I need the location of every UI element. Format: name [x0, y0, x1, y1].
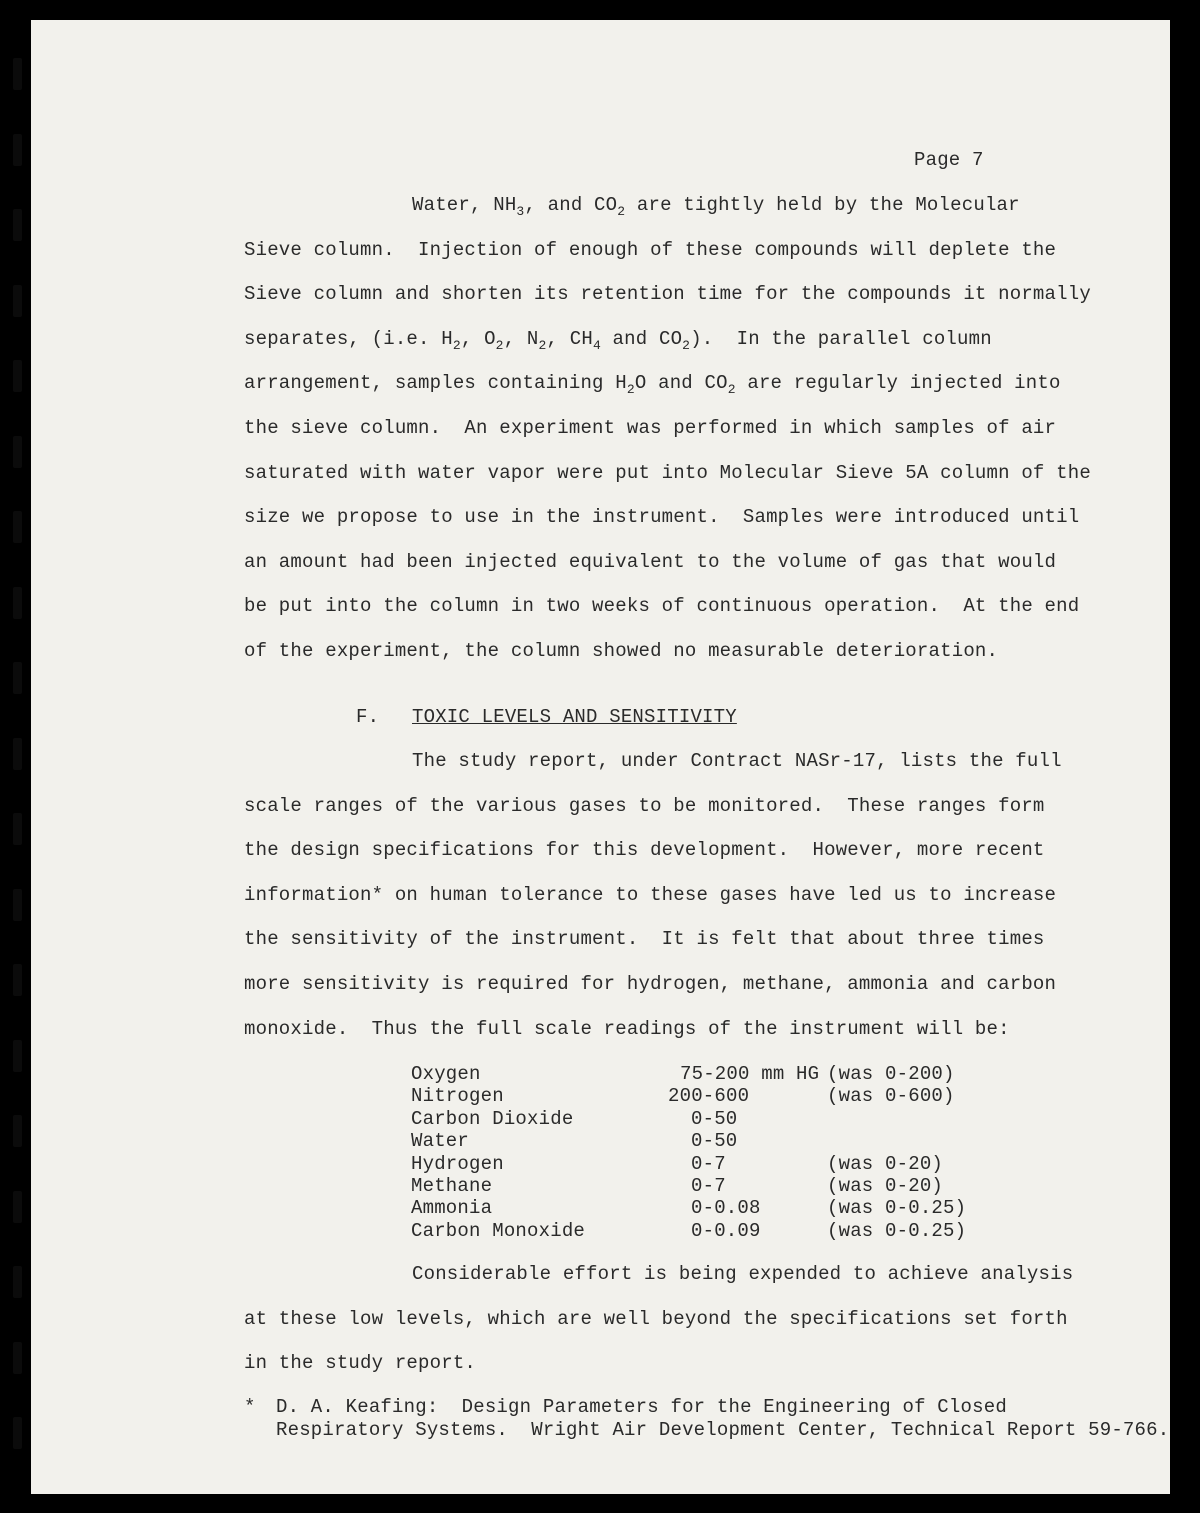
paragraph-line: Considerable effort is being expended to achieve analysis [412, 1263, 1074, 1285]
binding-hole [13, 813, 22, 845]
footnote-marker: * [244, 1396, 256, 1418]
paragraph-line: the sensitivity of the instrument. It is felt that about three times [244, 928, 1045, 951]
reading-gas: Water [411, 1130, 470, 1153]
paragraph-line: more sensitivity is required for hydrogen, methane, ammonia and carbon [244, 973, 1057, 995]
reading-previous: (was 0-20) [827, 1152, 944, 1175]
reading-range: 75-200 mm HG [680, 1063, 820, 1085]
paragraph-line: The study report, under Contract NASr-17, lists the full [412, 750, 1062, 772]
reading-gas: Methane [411, 1175, 493, 1197]
binding-hole [13, 1115, 22, 1147]
binding-hole [13, 1191, 22, 1223]
reading-gas: Hydrogen [411, 1152, 504, 1175]
reading-range: 0-0.08 [691, 1197, 761, 1220]
paragraph-line: arrangement, samples containing $H_2O$ and $CO_2$ are regularly injected into [244, 372, 1061, 398]
paragraph-line: the design specifications for this development. However, more recent [244, 839, 1045, 862]
binding-hole [13, 1266, 22, 1298]
reading-previous: (was 0-600) [827, 1085, 955, 1108]
binding-hole [13, 1342, 22, 1374]
paragraph-line: in the study report. [244, 1352, 477, 1375]
reading-previous: (was 0-20) [827, 1175, 944, 1197]
binding-hole [13, 662, 22, 694]
binding-hole [13, 587, 22, 619]
reading-gas: Ammonia [411, 1197, 493, 1220]
footnote-line: D. A. Keafing: Design Parameters for the Engineering of Closed [276, 1396, 1007, 1418]
binding-hole [13, 58, 22, 90]
binding-hole [13, 964, 22, 996]
paragraph-line: the sieve column. An experiment was performed in which samples of air [244, 417, 1057, 439]
paragraph-line: an amount had been injected equivalent to the volume of gas that would [244, 550, 1057, 573]
binding-hole [13, 889, 22, 921]
reading-gas: Carbon Dioxide [411, 1107, 574, 1130]
binding-hole [13, 134, 22, 166]
reading-gas: Oxygen [411, 1063, 481, 1085]
paragraph-line: be put into the column in two weeks of continuous operation. At the end [244, 595, 1080, 618]
paragraph-line: saturated with water vapor were put into Molecular Sieve 5A column of the [244, 461, 1091, 484]
reading-previous: (was 0-200) [827, 1063, 955, 1085]
paragraph-line: Water, $NH_3$, and $CO_2$ are tightly held by the Molecular [412, 194, 1020, 219]
reading-range: 0-0.09 [691, 1219, 761, 1242]
reading-range: 200-600 [668, 1085, 750, 1108]
reading-previous: (was 0-0.25) [827, 1219, 967, 1242]
binding-hole [13, 360, 22, 392]
binding-hole [13, 209, 22, 241]
page-number: Page 7 [914, 149, 984, 171]
paragraph-line: Sieve column and shorten its retention time for the compounds it normally [244, 283, 1091, 306]
binding-hole [13, 1417, 22, 1449]
paragraph-line: of the experiment, the column showed no measurable deterioration. [244, 640, 999, 662]
paragraph-line: separates, (i.e. $H_2$, $O_2$, $N_2$, $CH_4$ and $CO_2$). In the parallel column [244, 327, 992, 353]
reading-range: 0-50 [691, 1130, 738, 1153]
reading-range: 0-7 [691, 1152, 726, 1175]
binding-hole [13, 1040, 22, 1072]
paragraph-line: information* on human tolerance to these gases have led us to increase [244, 883, 1057, 906]
reading-gas: Nitrogen [411, 1085, 504, 1108]
paragraph-line: scale ranges of the various gases to be monitored. These ranges form [244, 794, 1045, 817]
section-letter: F. [356, 706, 380, 728]
document-page [31, 20, 1170, 1494]
binding-hole [13, 436, 22, 468]
reading-previous: (was 0-0.25) [827, 1197, 967, 1220]
footnote-line: Respiratory Systems. Wright Air Development Center, Technical Report 59-766. [276, 1419, 1170, 1441]
reading-gas: Carbon Monoxide [411, 1219, 586, 1242]
section-heading: TOXIC LEVELS AND SENSITIVITY [412, 706, 737, 728]
paragraph-line: monoxide. Thus the full scale readings of the instrument will be: [244, 1017, 1010, 1040]
binding-hole [13, 285, 22, 317]
binding-hole [13, 511, 22, 543]
binding-hole [13, 738, 22, 770]
paragraph-line: at these low levels, which are well beyond the specifications set forth [244, 1307, 1068, 1330]
paragraph-line: Sieve column. Injection of enough of these compounds will deplete the [244, 238, 1057, 261]
paragraph-line: size we propose to use in the instrument. Samples were introduced until [244, 506, 1080, 529]
reading-range: 0-7 [691, 1175, 726, 1197]
reading-range: 0-50 [691, 1107, 738, 1130]
